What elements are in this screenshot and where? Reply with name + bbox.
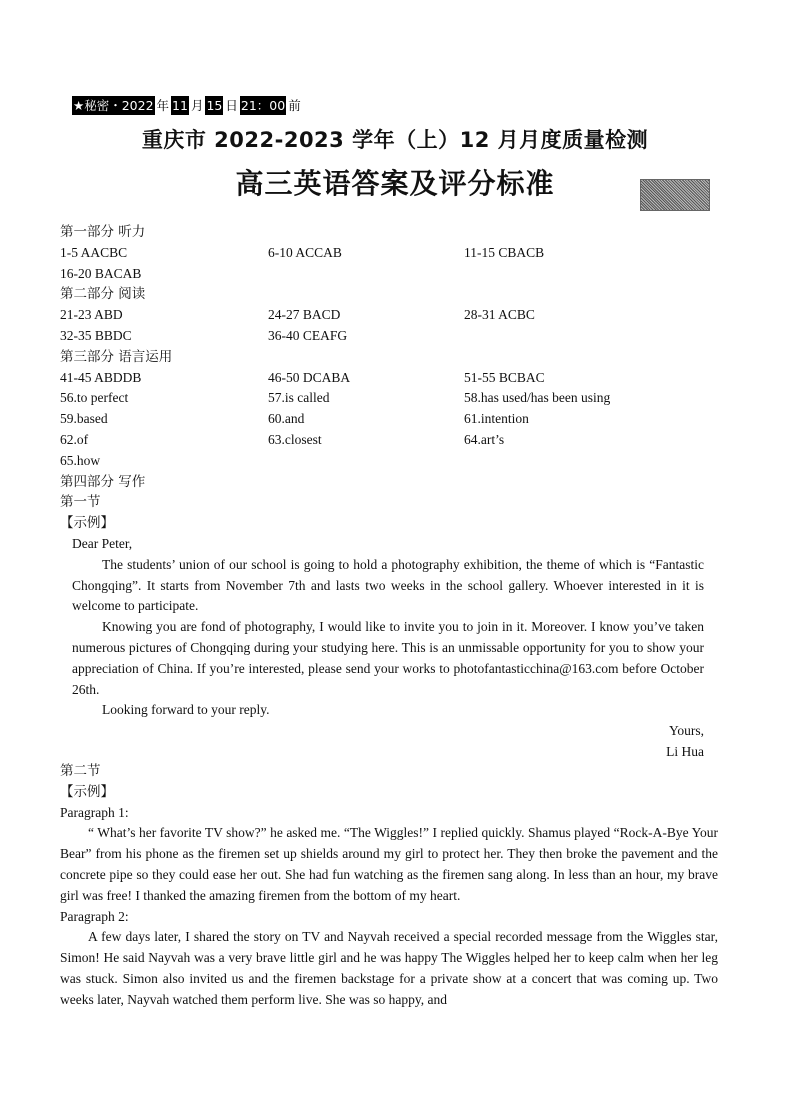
- letter-signature: Li Hua: [666, 743, 704, 759]
- secret-part: 15: [206, 98, 223, 113]
- continuation-writing: [60, 761, 718, 1011]
- secret-part: ★秘密・2022: [73, 98, 154, 113]
- answer-cell: 16-20 BACAB: [60, 265, 142, 281]
- answer-cell: 6-10 ACCAB: [268, 244, 342, 260]
- example-label: 【示例】: [60, 515, 114, 532]
- subsection-heading: 第一节: [60, 494, 101, 511]
- confidential-notice: [72, 96, 302, 115]
- secret-part: 月: [190, 98, 204, 113]
- letter-closing: Yours,: [668, 723, 704, 739]
- answer-cell: 46-50 DCABA: [268, 369, 351, 385]
- exam-subtitle: 重庆市 2022-2023 学年（上）12 月月度质量检测: [141, 128, 649, 152]
- answer-cell: 61.intention: [464, 411, 529, 427]
- answer-cell: 41-45 ABDDB: [60, 369, 142, 385]
- story-paragraph: A few days later, I shared the story on TV and Nayvah received a special recorded message from the Wiggles star, Simon! He said Nayvah was a very brave little girl and he was happy The Wiggles helped her to keep calm when her leg was stuck. Simon also invited us and the firemen backstage for a private show at a concert that was coming up. Two weeks later, Nayvah watched them perform live. She was so happy, and: [60, 929, 718, 1007]
- answer-key: [60, 222, 740, 534]
- answer-cell: 59.based: [60, 411, 108, 427]
- paragraph-label: Paragraph 1:: [60, 804, 129, 820]
- answer-cell: 21-23 ABD: [60, 307, 123, 323]
- answer-cell: 58.has used/has been using: [464, 390, 611, 406]
- qr-stamp-image: [640, 179, 710, 211]
- answer-cell: 63.closest: [268, 431, 322, 447]
- letter-paragraph: Looking forward to your reply.: [102, 702, 270, 718]
- answer-cell: 64.art’s: [464, 431, 505, 447]
- answer-cell: 1-5 AACBC: [60, 244, 128, 260]
- secret-part: 年: [156, 98, 170, 113]
- section-heading: 第三部分 语言运用: [60, 348, 173, 365]
- answer-cell: 65.how: [60, 452, 101, 468]
- section-heading: 第四部分 写作: [60, 473, 146, 490]
- secret-part: 11: [172, 98, 188, 113]
- answer-cell: 28-31 ACBC: [464, 307, 535, 323]
- paragraph-label: Paragraph 2:: [60, 908, 129, 924]
- answer-cell: 24-27 BACD: [268, 307, 341, 323]
- section-heading: 第一部分 听力: [60, 224, 146, 240]
- letter-paragraph: Knowing you are fond of photography, I would like to invite you to join in it. Moreover. I know you’ve taken numerous pictures of Chongqing during your studying here. This is an unmissable opportunity for you to show your appreciation of China. If you’re interested, please send your works to photofantasticchina@163.com before October 26th.: [72, 619, 704, 697]
- answer-cell: 36-40 CEAFG: [268, 327, 348, 343]
- letter-greeting: Dear Peter,: [72, 536, 133, 551]
- answer-cell: 56.to perfect: [60, 390, 129, 406]
- secret-part: 日: [225, 98, 238, 113]
- secret-part: 21：00: [240, 98, 286, 113]
- secret-part: 前: [288, 98, 301, 113]
- answer-cell: 60.and: [268, 411, 305, 427]
- subsection-heading: 第二节: [60, 763, 101, 779]
- answer-cell: 51-55 BCBAC: [464, 369, 545, 385]
- section-heading: 第二部分 阅读: [60, 286, 146, 303]
- page-title: 高三英语答案及评分标准: [235, 167, 555, 200]
- answer-cell: 11-15 CBACB: [464, 244, 545, 260]
- answer-cell: 32-35 BBDC: [60, 327, 132, 343]
- example-label: 【示例】: [60, 783, 114, 800]
- letter-paragraph: The students’ union of our school is going to hold a photography exhibition, the theme of which is “Fantastic Chongqing”. It starts from November 7th and lasts two weeks in the school gallery. Whoever interested in it is welcome to participate.: [72, 556, 704, 614]
- answer-cell: 57.is called: [268, 390, 330, 406]
- sample-letter: [72, 534, 704, 763]
- answer-cell: 62.of: [60, 431, 89, 447]
- story-paragraph: “ What’s her favorite TV show?” he asked me. “The Wiggles!” I replied quickly. Shamus played “Rock-A-Bye Your Bear” from his phone as the firemen set up shields around my girl to protect her. They then broke the pavement and the concrete pipe so they could ease her out. She had fun watching as the firemen sang along. In less than an hour, my brave girl was free! I thanked the amazing firemen from the bottom of my heart.: [60, 825, 718, 903]
